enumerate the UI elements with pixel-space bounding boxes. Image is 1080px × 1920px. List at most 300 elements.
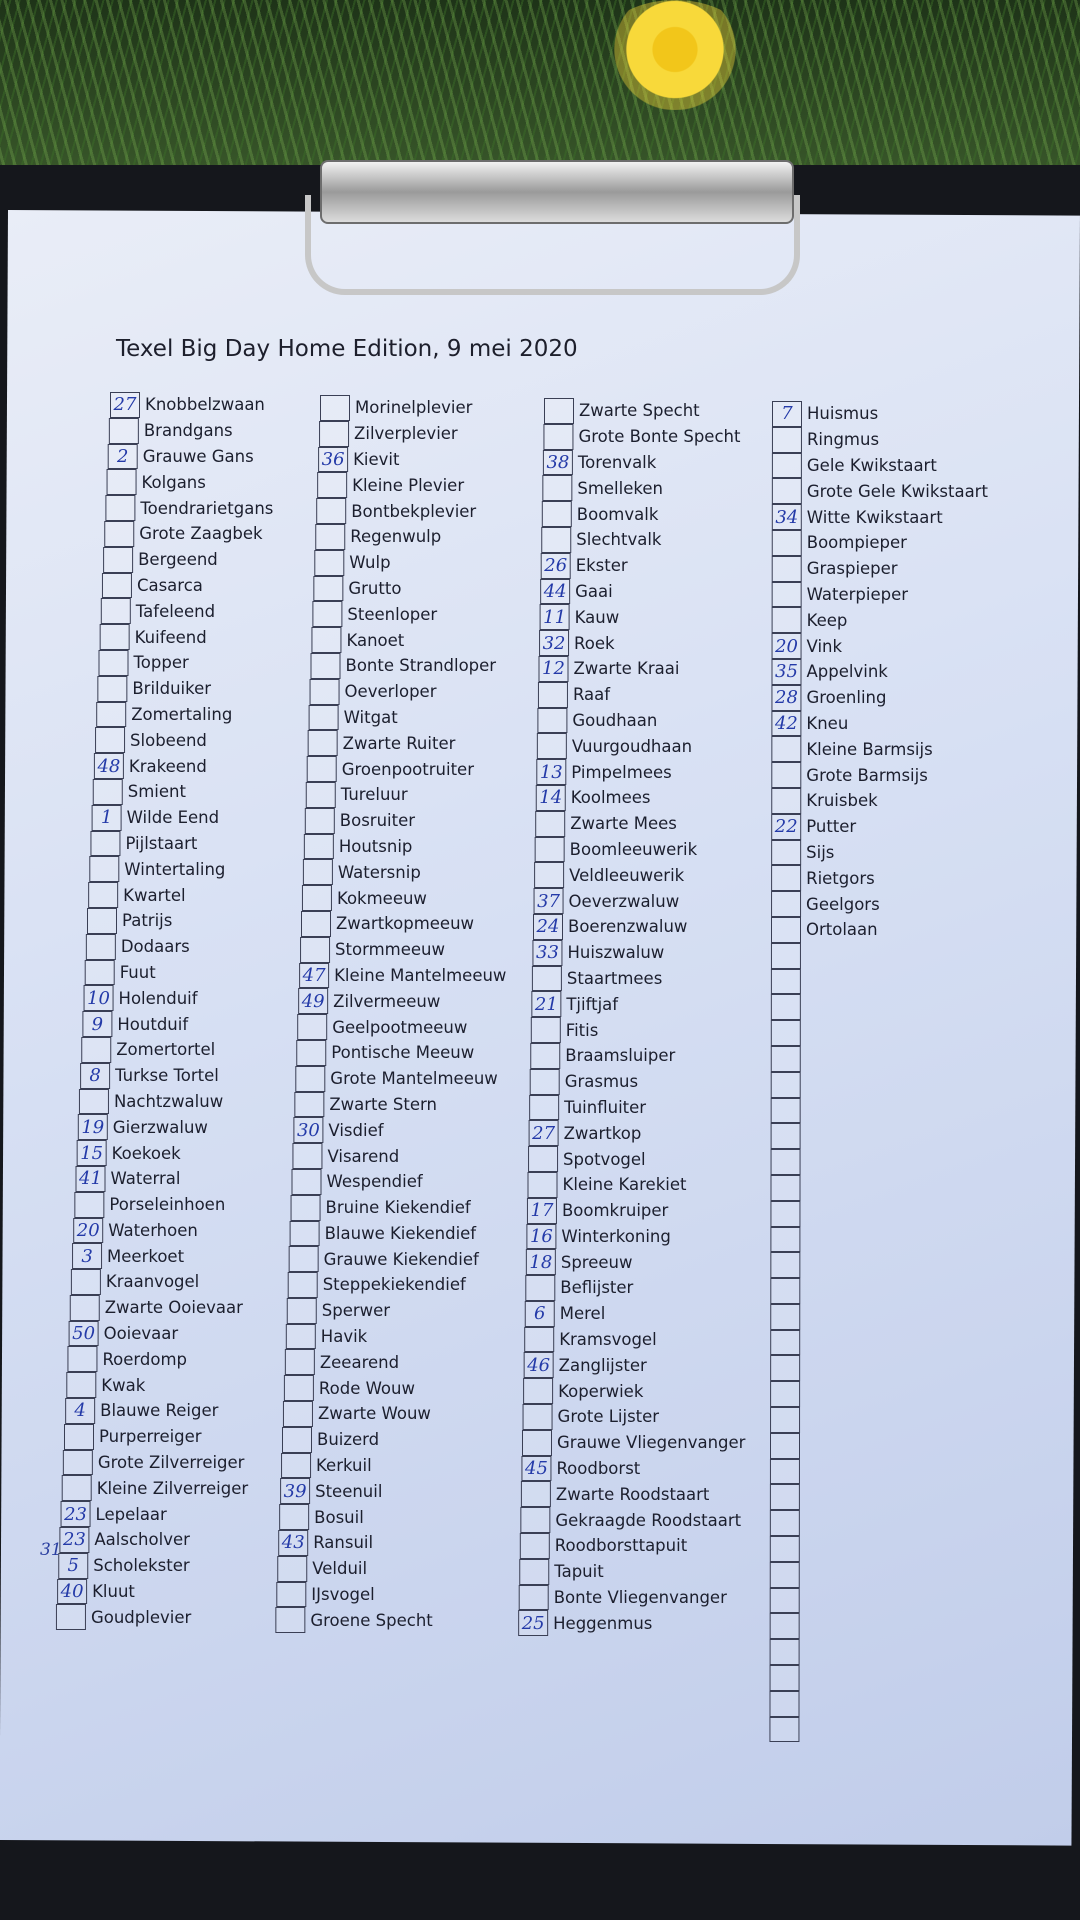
species-name: Turkse Tortel xyxy=(115,1066,219,1086)
tally-box xyxy=(531,1017,561,1043)
species-name: Boomkruiper xyxy=(561,1201,669,1221)
species-name: Houtsnip xyxy=(338,836,413,856)
checklist-row xyxy=(62,1475,312,1501)
tally-box: 20 xyxy=(772,633,802,659)
species-name: Grote Zaagbek xyxy=(139,524,263,544)
checklist-row xyxy=(78,1114,328,1140)
checklist-row xyxy=(61,1501,311,1527)
species-name: Bonte Vliegenvanger xyxy=(553,1588,727,1608)
species-name: Grote Zilverreiger xyxy=(97,1453,245,1473)
species-name: Visdief xyxy=(328,1120,384,1140)
tally-box xyxy=(295,1066,325,1092)
species-name: Koekoek xyxy=(111,1143,181,1163)
checklist-row xyxy=(306,782,556,808)
species-name: Dodaars xyxy=(120,937,190,957)
species-name: Havik xyxy=(320,1327,368,1347)
checklist-row xyxy=(528,1146,778,1172)
tally-box xyxy=(769,1717,799,1743)
checklist-row xyxy=(770,1304,1020,1330)
species-name: Pimpelmees xyxy=(571,762,672,782)
checklist-row xyxy=(276,1582,526,1608)
tally-box: 40 xyxy=(57,1579,87,1605)
tally-box xyxy=(522,1430,552,1456)
tally-box xyxy=(88,882,118,908)
checklist-row xyxy=(81,1037,331,1063)
checklist-row xyxy=(317,472,567,498)
species-name: Steppekiekendief xyxy=(322,1275,466,1295)
species-name: Ransuil xyxy=(313,1533,374,1553)
tally-box xyxy=(529,1095,559,1121)
tally-box xyxy=(85,960,115,986)
species-name: Raaf xyxy=(572,685,611,705)
checklist-row xyxy=(299,963,549,989)
tally-box xyxy=(313,576,343,602)
tally-box xyxy=(105,495,135,521)
species-name: Grasmus xyxy=(564,1072,639,1092)
tally-box xyxy=(294,1092,324,1118)
checklist-row xyxy=(58,1553,308,1579)
checklist-row xyxy=(284,1375,534,1401)
tally-box xyxy=(523,1378,553,1404)
tally-box: 1 xyxy=(92,805,122,831)
species-name: Groenpootruiter xyxy=(341,759,474,779)
checklist-row xyxy=(772,504,1022,530)
checklist-row xyxy=(770,1278,1020,1304)
tally-box xyxy=(770,1562,800,1588)
checklist-row xyxy=(529,1095,779,1121)
species-name: Kneu xyxy=(806,713,849,733)
species-name: Bontbekplevier xyxy=(351,501,477,521)
checklist-row xyxy=(531,991,781,1017)
checklist-row xyxy=(770,1665,1020,1691)
tally-box xyxy=(96,702,126,728)
checklist-row xyxy=(529,1120,779,1146)
checklist-row xyxy=(292,1143,542,1169)
checklist-row xyxy=(76,1166,326,1192)
species-name: Vink xyxy=(806,636,843,656)
tally-box xyxy=(770,1407,800,1433)
species-name: Wintertaling xyxy=(124,859,226,879)
species-name: Geelgors xyxy=(806,894,880,914)
tally-box: 33 xyxy=(532,940,562,966)
tally-box xyxy=(283,1401,313,1427)
species-name: Wespendief xyxy=(326,1172,423,1192)
checklist-row xyxy=(312,601,562,627)
tally-box xyxy=(520,1507,550,1533)
species-name: Casarca xyxy=(136,575,203,595)
species-name: Kwak xyxy=(101,1375,146,1395)
species-name: Boomleeuwerik xyxy=(569,839,698,859)
tally-box xyxy=(309,705,339,731)
tally-box xyxy=(87,908,117,934)
species-name: Blauwe Kiekendief xyxy=(324,1223,477,1243)
checklist-row xyxy=(542,475,792,501)
tally-box xyxy=(101,598,131,624)
species-name: Blauwe Reiger xyxy=(100,1401,219,1421)
checklist-row xyxy=(770,1639,1020,1665)
tally-box: 22 xyxy=(771,814,801,840)
tally-box xyxy=(286,1324,316,1350)
species-column-4 xyxy=(772,401,1022,1742)
tally-box: 11 xyxy=(540,604,570,630)
checklist-row xyxy=(771,840,1021,866)
tally-box xyxy=(107,469,137,495)
species-name: Lepelaar xyxy=(95,1504,167,1524)
species-column-3 xyxy=(521,398,794,1636)
tally-box xyxy=(519,1559,549,1585)
tally-box xyxy=(290,1221,320,1247)
tally-box: 48 xyxy=(94,753,124,779)
tally-box xyxy=(301,911,331,937)
checklist-row xyxy=(280,1478,530,1504)
species-name: Zomertaling xyxy=(131,704,233,724)
checklist-row xyxy=(523,1378,773,1404)
tally-box: 8 xyxy=(80,1063,110,1089)
checklist-row xyxy=(303,859,553,885)
species-name: Kokmeeuw xyxy=(336,888,427,908)
checklist-row xyxy=(771,865,1021,891)
species-name: Velduil xyxy=(312,1559,368,1579)
checklist-row xyxy=(290,1221,540,1247)
checklist-row xyxy=(770,1201,1020,1227)
tally-box: 46 xyxy=(524,1352,554,1378)
tally-box xyxy=(67,1346,97,1372)
species-name: Zwarte Ruiter xyxy=(342,733,456,753)
checklist-row xyxy=(318,447,568,473)
species-name: Veldleeuwerik xyxy=(569,865,685,885)
species-name: Watersnip xyxy=(337,862,421,882)
species-name: Pijlstaart xyxy=(125,833,198,853)
tally-box xyxy=(770,1588,800,1614)
checklist-row xyxy=(315,524,565,550)
tally-box: 18 xyxy=(526,1249,556,1275)
species-name: Beflijster xyxy=(560,1278,634,1298)
checklist-row xyxy=(539,630,789,656)
tally-box xyxy=(770,1613,800,1639)
checklist-row xyxy=(771,1123,1021,1149)
tally-box xyxy=(303,859,333,885)
species-name: Stormmeeuw xyxy=(335,940,445,960)
tally-box: 34 xyxy=(772,504,802,530)
tally-box xyxy=(524,1327,554,1353)
species-name: Vuurgoudhaan xyxy=(571,736,693,756)
tally-box xyxy=(291,1195,321,1221)
species-name: Kanoet xyxy=(346,630,405,650)
checklist-row xyxy=(771,788,1021,814)
tally-box xyxy=(771,1020,801,1046)
tally-box xyxy=(282,1427,312,1453)
species-name: Morinelplevier xyxy=(355,398,473,418)
species-name: Fitis xyxy=(565,1020,599,1040)
tally-box xyxy=(771,1046,801,1072)
tally-box xyxy=(530,1069,560,1095)
species-name: Witte Kwikstaart xyxy=(806,507,943,527)
checklist-row xyxy=(82,1011,332,1037)
tally-box xyxy=(74,1192,104,1218)
tally-box xyxy=(530,1043,560,1069)
tally-box: 44 xyxy=(540,579,570,605)
checklist-row xyxy=(770,1459,1020,1485)
checklist-row xyxy=(279,1504,529,1530)
species-name: Zwarte Wouw xyxy=(317,1404,431,1424)
tally-box xyxy=(770,1639,800,1665)
tally-box xyxy=(771,840,801,866)
tally-box xyxy=(276,1582,306,1608)
tally-box xyxy=(281,1453,311,1479)
checklist-row xyxy=(771,1072,1021,1098)
species-name: Witgat xyxy=(343,707,398,727)
checklist-row xyxy=(770,1613,1020,1639)
checklist-row xyxy=(538,682,788,708)
species-name: Oeverzwaluw xyxy=(568,891,680,911)
species-name: Grote Gele Kwikstaart xyxy=(806,481,988,501)
checklist-row xyxy=(293,1117,543,1143)
checklist-row xyxy=(288,1272,538,1298)
tally-box xyxy=(770,1381,800,1407)
species-name: Keep xyxy=(806,610,848,630)
checklist-row xyxy=(544,398,794,424)
species-name: Ooievaar xyxy=(103,1324,179,1344)
checklist-row xyxy=(69,1321,319,1347)
checklist-row xyxy=(772,401,1022,427)
species-name: Kleine Karekiet xyxy=(562,1175,687,1195)
checklist-row xyxy=(540,604,790,630)
checklist-row xyxy=(532,940,782,966)
tally-box: 13 xyxy=(536,759,566,785)
checklist-row xyxy=(85,960,335,986)
species-name: Kolgans xyxy=(141,472,206,492)
checklist-row xyxy=(771,1175,1021,1201)
checklist-row xyxy=(79,1089,329,1115)
tally-box xyxy=(289,1246,319,1272)
species-name: Tureluur xyxy=(340,785,408,805)
species-name: Rode Wouw xyxy=(318,1378,415,1398)
checklist-row xyxy=(305,808,555,834)
species-name: Buizerd xyxy=(317,1430,380,1450)
checklist-row xyxy=(530,1069,780,1095)
checklist-row xyxy=(770,1381,1020,1407)
species-name: Slechtvalk xyxy=(576,530,662,550)
tally-box xyxy=(311,627,341,653)
tally-box: 10 xyxy=(84,985,114,1011)
checklist-row xyxy=(308,730,558,756)
checklist-row xyxy=(63,1450,313,1476)
tally-box xyxy=(287,1298,317,1324)
species-name: IJsvogel xyxy=(311,1585,375,1605)
checklist-row xyxy=(769,1717,1019,1743)
checklist-row xyxy=(70,1295,320,1321)
checklist-row xyxy=(286,1324,536,1350)
tally-box xyxy=(770,1355,800,1381)
checklist-row xyxy=(522,1430,772,1456)
tally-box: 24 xyxy=(533,914,563,940)
checklist-row xyxy=(519,1585,769,1611)
species-name: Grauwe Gans xyxy=(142,446,254,466)
species-name: Koolmees xyxy=(570,788,651,808)
checklist-row xyxy=(289,1246,539,1272)
species-name: Spotvogel xyxy=(563,1149,646,1169)
species-name: Kauw xyxy=(574,607,620,627)
checklist-row xyxy=(291,1195,541,1221)
checklist-row xyxy=(524,1327,774,1353)
species-name: Zwartkop xyxy=(563,1123,642,1143)
species-name: Kievit xyxy=(353,449,400,469)
species-name: Zwarte Stern xyxy=(329,1094,437,1114)
checklist-row xyxy=(543,424,793,450)
species-name: Ringmus xyxy=(806,430,880,450)
checklist-row xyxy=(278,1530,528,1556)
species-name: Kwartel xyxy=(123,885,186,905)
species-name: Steenuil xyxy=(315,1481,383,1501)
checklist-row xyxy=(277,1556,527,1582)
species-name: Tafeleend xyxy=(135,601,216,621)
species-name: Staartmees xyxy=(566,968,663,988)
tally-box xyxy=(772,607,802,633)
checklist-row xyxy=(311,627,561,653)
tally-box xyxy=(532,966,562,992)
species-name: Bosruiter xyxy=(339,811,416,831)
species-name: Sperwer xyxy=(321,1301,391,1321)
tally-box: 12 xyxy=(539,656,569,682)
checklist-row xyxy=(520,1507,770,1533)
checklist-row xyxy=(302,885,552,911)
checklist-row xyxy=(283,1401,533,1427)
checklist-row xyxy=(520,1533,770,1559)
tally-box xyxy=(771,1098,801,1124)
checklist-row xyxy=(310,679,560,705)
checklist-row xyxy=(770,1227,1020,1253)
tally-box xyxy=(772,530,802,556)
checklist-row xyxy=(89,856,339,882)
tally-box: 6 xyxy=(525,1301,555,1327)
species-name: Wilde Eend xyxy=(126,808,220,828)
species-name: Kleine Barmsijs xyxy=(806,739,933,759)
checklist-row xyxy=(320,395,570,421)
tally-box xyxy=(771,917,801,943)
checklist-row xyxy=(772,530,1022,556)
checklist-row xyxy=(771,711,1021,737)
checklist-row xyxy=(771,994,1021,1020)
checklist-row xyxy=(537,708,787,734)
tally-box xyxy=(770,1459,800,1485)
checklist-row xyxy=(771,736,1021,762)
tally-box xyxy=(81,1037,111,1063)
checklist-row xyxy=(534,888,784,914)
species-name: Brandgans xyxy=(143,421,233,441)
tally-box xyxy=(535,837,565,863)
tally-box xyxy=(525,1275,555,1301)
tally-box xyxy=(771,1072,801,1098)
species-name: Waterpieper xyxy=(806,584,909,604)
checklist-row xyxy=(307,756,557,782)
tally-box: 26 xyxy=(541,553,571,579)
tally-box: 14 xyxy=(536,785,566,811)
checklist-row xyxy=(521,1456,771,1482)
tally-box: 36 xyxy=(318,447,348,473)
species-name: Goudplevier xyxy=(90,1607,192,1627)
species-name: Groenling xyxy=(806,688,887,708)
margin-note-lepelaar: 31 xyxy=(40,1540,62,1560)
species-name: Winterkoning xyxy=(561,1226,671,1246)
tally-box xyxy=(63,1450,93,1476)
species-name: Kraanvogel xyxy=(105,1272,200,1292)
tally-box xyxy=(93,779,123,805)
species-name: Bosuil xyxy=(314,1507,364,1527)
checklist-row xyxy=(64,1424,314,1450)
species-name: Tjiftjaf xyxy=(566,994,619,1014)
species-name: Kerkuil xyxy=(316,1456,372,1476)
tally-box xyxy=(541,527,571,553)
tally-box xyxy=(315,524,345,550)
species-name: Merel xyxy=(559,1304,606,1324)
species-name: Grote Mantelmeeuw xyxy=(330,1069,498,1089)
checklist-row xyxy=(86,934,336,960)
tally-box xyxy=(89,856,119,882)
species-name: Scholekster xyxy=(93,1556,190,1576)
tally-box: 39 xyxy=(280,1478,310,1504)
species-name: Roodborsttapuit xyxy=(554,1536,688,1556)
species-name: Zilverplevier xyxy=(354,424,458,444)
species-name: Kruisbek xyxy=(806,791,878,811)
tally-box xyxy=(314,550,344,576)
checklist-row xyxy=(71,1269,321,1295)
tally-box: 7 xyxy=(772,401,802,427)
checklist-row xyxy=(530,1043,780,1069)
species-name: Smelleken xyxy=(577,478,663,498)
species-name: Steenloper xyxy=(347,604,438,624)
checklist-row xyxy=(294,1092,544,1118)
checklist-row xyxy=(296,1040,546,1066)
tally-box xyxy=(521,1481,551,1507)
tally-box xyxy=(310,679,340,705)
species-name: Wulp xyxy=(349,553,391,573)
tally-box xyxy=(99,650,129,676)
species-name: Kluut xyxy=(92,1582,135,1602)
species-name: Boomvalk xyxy=(576,504,659,524)
tally-box: 25 xyxy=(518,1610,548,1636)
checklist-row xyxy=(770,1691,1020,1717)
checklist-row xyxy=(770,1588,1020,1614)
tally-box: 27 xyxy=(529,1120,559,1146)
species-name: Graspieper xyxy=(806,559,898,579)
tally-box: 47 xyxy=(299,963,329,989)
dandelion-flower xyxy=(595,0,755,110)
checklist-row xyxy=(770,1407,1020,1433)
checklist-row xyxy=(292,1169,542,1195)
checklist-row xyxy=(771,1149,1021,1175)
tally-box xyxy=(771,762,801,788)
tally-box xyxy=(306,782,336,808)
checklist-row xyxy=(282,1427,532,1453)
checklist-row xyxy=(772,607,1022,633)
checklist-row xyxy=(771,969,1021,995)
tally-box xyxy=(771,1149,801,1175)
species-name: Tapuit xyxy=(554,1562,604,1582)
tally-box: 9 xyxy=(82,1011,112,1037)
checklist-row xyxy=(772,427,1022,453)
tally-box: 3 xyxy=(72,1243,102,1269)
tally-box xyxy=(100,624,130,650)
checklist-row xyxy=(88,882,338,908)
checklist-row xyxy=(772,556,1022,582)
species-name: Waterhoen xyxy=(108,1220,198,1240)
checklist-row xyxy=(772,659,1022,685)
species-name: Bonte Strandloper xyxy=(345,656,497,676)
tally-box: 50 xyxy=(69,1321,99,1347)
checklist-row xyxy=(65,1398,315,1424)
species-name: Oeverloper xyxy=(344,682,437,702)
checklist-row xyxy=(770,1252,1020,1278)
